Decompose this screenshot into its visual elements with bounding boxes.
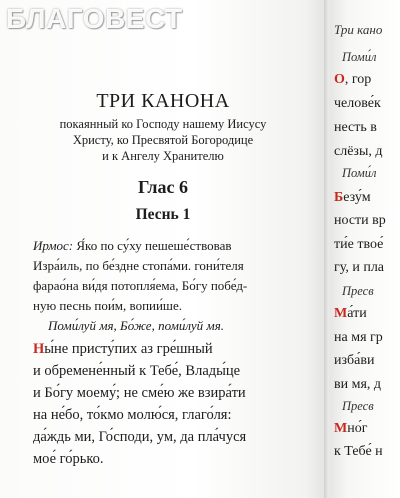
- right-fragment: Пресв: [342, 399, 374, 413]
- subtitle-line: и к Ангелу Хранителю: [102, 149, 224, 163]
- book-title: ТРИ КАНОНА: [96, 90, 230, 112]
- troparion-line-1: [33, 338, 305, 360]
- irmos-label: Ирмос:: [33, 238, 74, 253]
- book-subtitle: [40, 116, 286, 164]
- right-fragment: гу, и пла: [334, 260, 385, 275]
- right-page: [330, 0, 400, 498]
- right-fragment: Поми́л: [342, 50, 377, 64]
- right-fragment: к Тебе́ н: [334, 444, 383, 459]
- troparion-text: ы́не присту́пих аз гре́шный: [44, 341, 213, 357]
- troparion-line: мое́ го́рько.: [33, 451, 104, 467]
- irmos-text: Я́ко по су́ху пешеше́ствовав: [73, 238, 232, 253]
- irmos-line: ную песнь пои́м, вопии́ше.: [33, 298, 182, 313]
- troparion-line: и Бо́гу моему́; не сме́ю же взира́ти: [33, 385, 246, 401]
- right-fragment: Мно́г: [334, 421, 368, 436]
- pesn-heading: Песнь 1: [135, 206, 191, 223]
- irmos-line: фарао́на ви́дя потопля́ема, Бо́гу побе́д-: [33, 278, 248, 293]
- troparion-line: да́ждь ми, Го́споди, ум, да пла́чуся: [33, 429, 247, 445]
- irmos-line-1: [33, 236, 303, 256]
- right-fragment: изба́ви: [334, 353, 375, 368]
- red-initial-letter: Н: [33, 341, 45, 357]
- right-fragment: Поми́л: [342, 166, 377, 180]
- right-fragment: на мя гр: [334, 330, 383, 345]
- right-fragment: несть в: [334, 120, 377, 135]
- watermark-logo: БЛАГОВЕСТ: [6, 3, 183, 34]
- subtitle-line: Христу, ко Пресвятой Богородице: [72, 133, 254, 147]
- running-header: Три кано: [334, 22, 383, 37]
- refrain: Поми́луй мя, Бо́же, поми́луй мя.: [48, 318, 224, 333]
- troparion-paragraph: [33, 338, 305, 470]
- right-fragment: Пресв: [342, 284, 374, 298]
- subtitle-line: покаянный ко Господу нашему Иисусу: [59, 117, 267, 131]
- right-fragment: Безу́м: [334, 190, 371, 205]
- glas-heading: Глас 6: [137, 177, 188, 197]
- irmos-paragraph: [33, 236, 303, 316]
- right-fragment: челове́к: [334, 96, 381, 111]
- troparion-line: на не́бо, то́кмо молю́ся, глаго́ля:: [33, 407, 232, 423]
- right-fragment: Ма́ти: [334, 306, 367, 321]
- right-fragment: ти́е твое́: [334, 237, 384, 252]
- right-fragment: ви мя, д: [334, 377, 382, 392]
- troparion-line: и обремене́нный к Тебе́, Влады́це: [33, 363, 241, 379]
- irmos-line: Изра́иль, по бе́здне стопа́ми. гони́теля: [33, 258, 244, 273]
- right-fragment: ности вр: [334, 213, 386, 228]
- right-fragment: слёзы, д: [334, 144, 383, 159]
- right-fragment: О, гор: [334, 72, 372, 87]
